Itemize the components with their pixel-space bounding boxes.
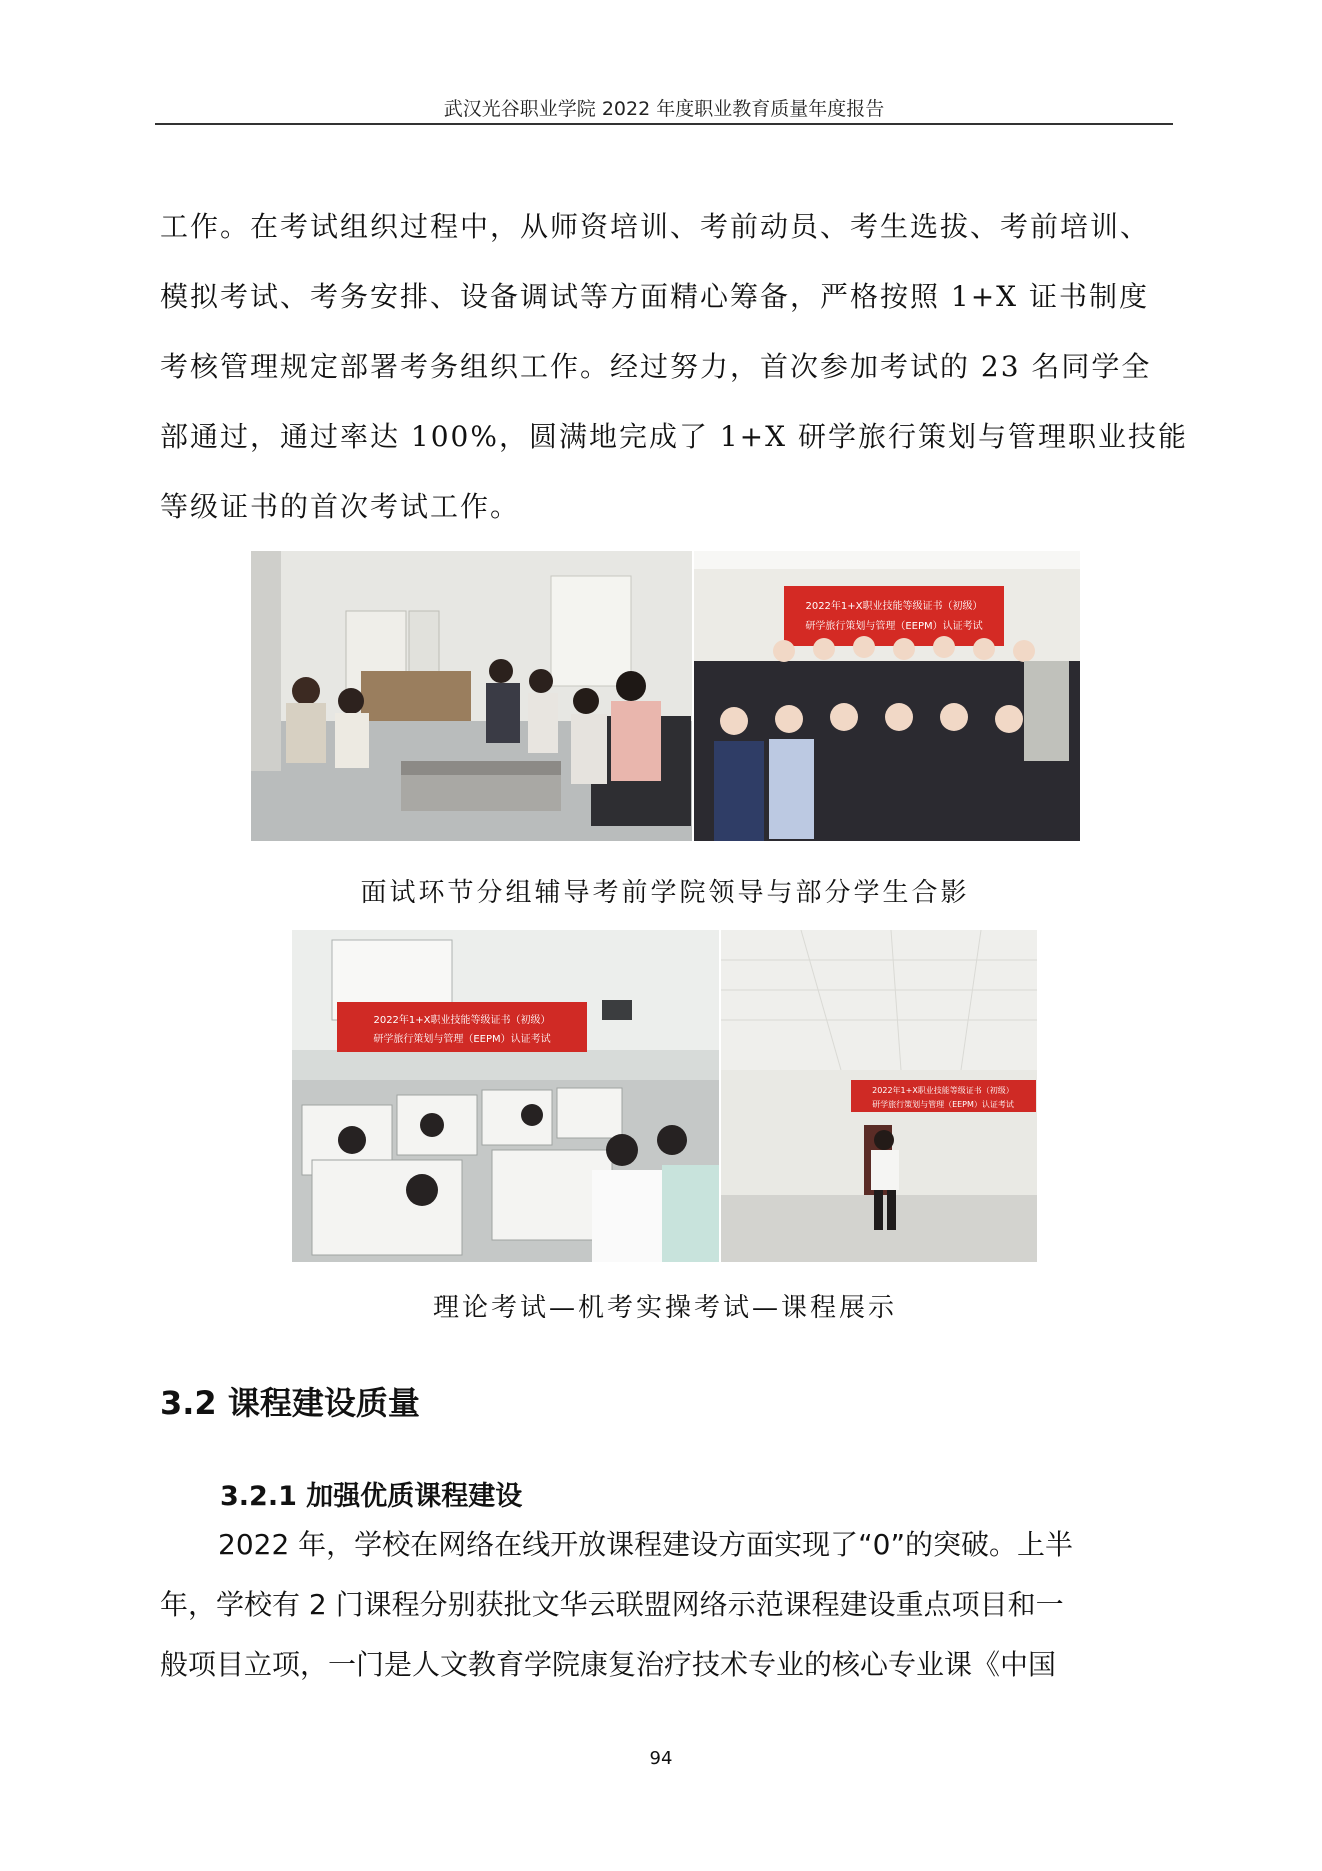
- photo-group-leaders-students: [694, 551, 1080, 841]
- paragraph-line: 2022 年，学校在网络在线开放课程建设方面实现了“0”的突破。上半: [218, 1528, 1073, 1561]
- banner-text-line1: 2022年1+X职业技能等级证书（初级）: [805, 601, 983, 612]
- banner-text-line1: 2022年1+X职业技能等级证书（初级）: [872, 1086, 1014, 1095]
- banner-text-line1: 2022年1+X职业技能等级证书（初级）: [373, 1015, 551, 1026]
- paragraph-course-construction: [160, 1515, 1170, 1695]
- figure1-caption: 面试环节分组辅导考前学院领导与部分学生合影: [360, 878, 970, 908]
- paragraph-exam-organization: [160, 192, 1188, 542]
- banner-text-line2: 研学旅行策划与管理（EEPM）认证考试: [872, 1100, 1014, 1109]
- paragraph-line: 般项目立项，一门是人文教育学院康复治疗技术专业的核心专业课《中国: [160, 1648, 1057, 1681]
- paragraph-line: 工作。在考试组织过程中，从师资培训、考前动员、考生选拔、考前培训、: [160, 210, 1151, 243]
- banner-text-line2: 研学旅行策划与管理（EEPM）认证考试: [805, 621, 983, 632]
- header-rule: [155, 123, 1173, 125]
- photo-group-tutoring: [251, 551, 692, 841]
- paragraph-line: 等级证书的首次考试工作。: [160, 490, 521, 523]
- page-header-title: 武汉光谷职业学院 2022 年度职业教育质量年度报告: [443, 98, 885, 120]
- paragraph-line: 部通过，通过率达 100%，圆满地完成了 1+X 研学旅行策划与管理职业技能: [160, 420, 1188, 453]
- section-heading: 3.2 课程建设质量: [160, 1384, 420, 1422]
- paragraph-line: 考核管理规定部署考务组织工作。经过努力，首次参加考试的 23 名同学全: [160, 350, 1152, 383]
- photo-course-presentation: [721, 930, 1037, 1262]
- photo-computer-exam: [292, 930, 719, 1262]
- page-number: 94: [649, 1748, 673, 1769]
- banner-text-line2: 研学旅行策划与管理（EEPM）认证考试: [373, 1034, 551, 1045]
- paragraph-line: 年，学校有 2 门课程分别获批文华云联盟网络示范课程建设重点项目和一: [160, 1588, 1064, 1621]
- subsection-heading: 3.2.1 加强优质课程建设: [220, 1481, 523, 1512]
- paragraph-line: 模拟考试、考务安排、设备调试等方面精心筹备，严格按照 1+X 证书制度: [160, 280, 1150, 313]
- figure2-caption: 理论考试—机考实操考试—课程展示: [432, 1293, 897, 1323]
